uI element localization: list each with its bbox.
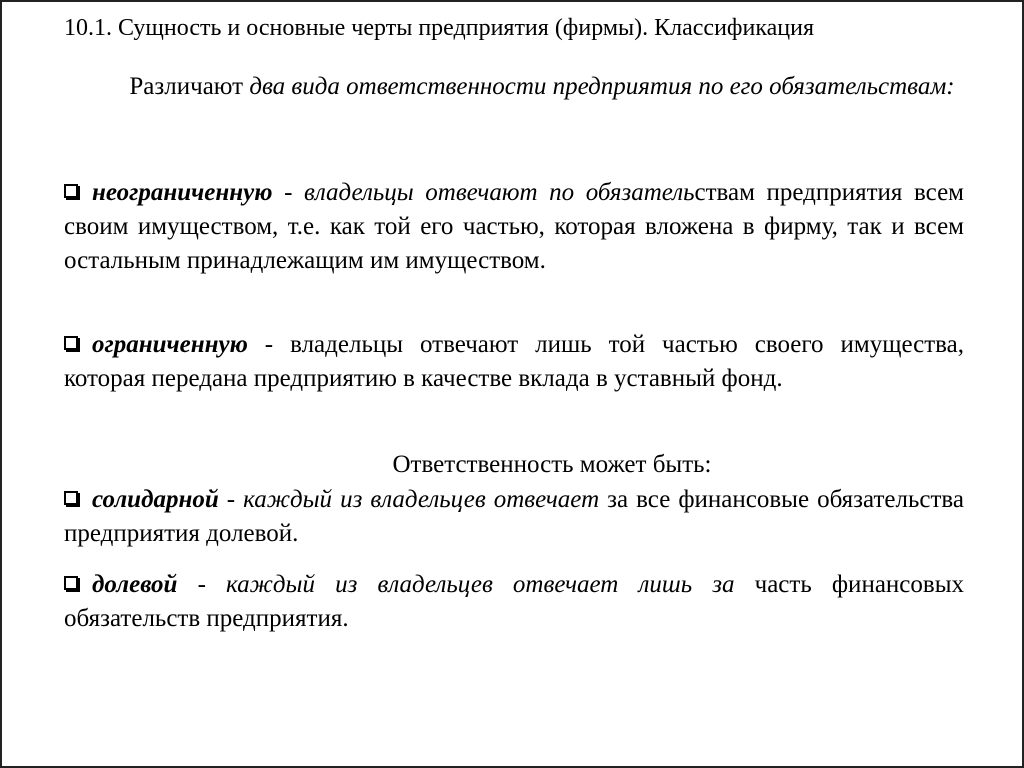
item-term: солидарной [92,486,219,513]
slide-title: 10.1. Сущность и основные черты предприятия (фирмы). Классификация [64,15,814,41]
item-term: долевой [92,571,178,598]
subheading: Ответственность может быть: [392,451,712,478]
item-separator: - [247,331,291,358]
checkbox-bullet-icon [64,491,78,505]
item-shared [64,568,964,636]
item-text: за все финансовые обязательства предприятия долевой. [64,486,964,547]
item-joint [64,483,964,551]
item-separator: - [272,179,304,206]
item-italic: каждый из владельцев отвечает лишь за [226,571,755,598]
item-text: часть финансовых обязательств предприятия. [64,571,964,632]
checkbox-bullet-icon [64,576,78,590]
item-italic: каждый из владельцев отвечает [243,486,608,513]
item-text: ствам предприятия всем своим имуществом, т.е. как той его частью, которая вложена в фирму, так и всем остальным принадлежащим им имуществом. [64,179,964,274]
item-separator: - [177,571,227,598]
intro-text [92,70,992,104]
item-term: ограниченную [92,331,248,358]
checkbox-bullet-icon [64,184,78,198]
item-text: владельцы отвечают лишь той частью своего имущества, которая передана предприятию в качестве вклада в уставный фонд. [64,331,965,392]
item-term: неограниченную [92,179,273,206]
item-italic: владельцы отвечают по обязатель [303,179,695,206]
checkbox-bullet-icon [64,336,78,350]
intro-italic: два вида ответственности предприятия по его обязательствам: [249,73,955,100]
item-limited [64,328,964,396]
intro-lead: Различают [129,73,250,100]
item-unlimited [64,176,964,278]
item-separator: - [218,486,244,513]
